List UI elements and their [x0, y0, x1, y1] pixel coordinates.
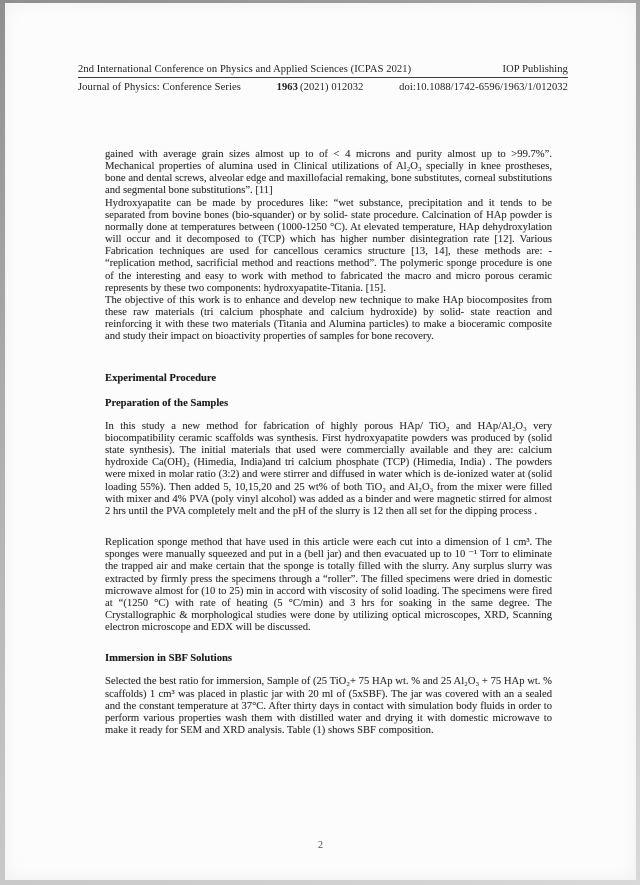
- journal-header: [78, 64, 568, 93]
- volume-issue: [277, 82, 364, 93]
- header-row-journal: [78, 82, 568, 93]
- volume-number: 1963: [276, 82, 299, 93]
- journal-name: Journal of Physics: Conference Series: [78, 82, 241, 93]
- paragraph-hydroxyapatite-procedures: Hydroxyapatite can be made by procedures like: “wet substance, precipitation and it tends to be separated from bovine bones (bio-squander) or by solid- state procedure. Calcination of HAp powder is normally done at temperatures between (1000-1250 °C). At elevated temperature, HAp dehydroxylation will occur and it decomposed to (TCP) which has higher number disintegration rate [12]. Various Fabrication techniques are used for cancellous ceramics structure [13, 14], these methods are: - “replication method, sacrificial method and reactions method”. The polymeric sponge procedure is one of the interesting and easy to work with method to fabricated the macro and micro porous ceramic represents by these two components: hydroxyapatite-Titania. [15].: [105, 197, 552, 294]
- header-row-conference: [78, 64, 568, 78]
- paragraph-sbf-immersion: Selected the best ratio for immersion, Sample of (25 TiO₂+ 75 HAp wt. % and 25 Al₂O₃ + 75 HAp wt. % scaffolds) 1 cm³ was placed in plastic jar with 20 ml of (5xSBF). The jar was covered with an a sealed and the constant temperature at 37°C. After thirty days in contact with simulation body fluids in order to perform various properties wash them with distilled water and drying it with domestic microwave to make it ready for SEM and XRD analysis. Table (1) shows SBF composition.: [105, 676, 552, 737]
- page-body: [105, 149, 552, 737]
- conference-title: 2nd International Conference on Physics and Applied Sciences (ICPAS 2021): [78, 64, 412, 75]
- paper-page: [5, 3, 636, 880]
- issue-info: (2021) 012032: [300, 82, 364, 93]
- paragraph-intro-alumina: gained with average grain sizes almost up to of < 4 microns and purity almost up to >99.7%”. Mechanical properties of alumina used in Clinical utilizations of Al₂O₃ specially in knee prostheses, bone and dental screws, alveolar edge and maxillofacial remaking, bone substitutes, corneal substitutions and segmental bone substitutions”. [11]: [105, 149, 552, 197]
- page-number: 2: [318, 840, 323, 851]
- paragraph-replication-sponge-method: Replication sponge method that have used in this article were each cut into a dimension of 1 cm³. The sponges were manually squeezed and put in a (bell jar) and then evacuated up to 10 ⁻¹ Torr to eliminate the trapped air and make certain that the sponge is totally filled with the slurry. Any surplus slurry was extracted by firmly press the specimens through a “roller”. The filled specimens were dried in domestic microwave almost for (10 to 25) min in accord with viscosity of solid loading. The specimens were fired at “(1250 °C) with rate of heating (5 °C/min) and 3 hrs for soaking in the same degree. The Crystallographic & morphological studies were done by utilizing optical microscopes, XRD, Scanning electron microscope and EDX will be discussed.: [105, 537, 552, 634]
- subsection-heading-preparation-of-samples: Preparation of the Samples: [105, 397, 229, 409]
- paragraph-objective: The objective of this work is to enhance and develop new technique to make HAp biocomposites from these raw materials (tri calcium phosphate and calcium hydroxide) by solid- state reaction and reinforcing it with these two materials (Titania and Alumina particles) to make a bioceramic composite and study their impact on bioactivity properties of samples for bone recovery.: [105, 294, 552, 343]
- doi-text: doi:10.1088/1742-6596/1963/1/012032: [399, 82, 568, 93]
- paragraph-sample-preparation: In this study a new method for fabrication of highly porous HAp/ TiO₂ and HAp/Al₂O₃ very biocompatibility ceramic scaffolds was synthesis. First hydroxyapatite powders was produced by (solid state synthesis). The initial materials that used were commercially available and they are: calcium hydroxide Ca(OH)₂ (Himedia, India)and tri calcium phosphate (TCP) (Himedia, India) . The powders were mixed in molar ratio (3:2) and were stirrer and diffused in water which is de-ionized water at (solid loading 55%). Then added 5, 10,15,20 and 25 wt% of both TiO₂ and Al₂O₃ from the mixer were filled with mixer and 4% PVA (poly vinyl alcohol) was added as a binder and were magnetic stirred for almost 2 hrs until the PVA completely melt and the pH of the slurry is 12 then all set for the dipping process .: [105, 420, 552, 517]
- subsection-heading-immersion-sbf: Immersion in SBF Solutions: [105, 653, 233, 665]
- section-heading-experimental-procedure: Experimental Procedure: [105, 372, 217, 384]
- publisher-name: IOP Publishing: [502, 64, 568, 75]
